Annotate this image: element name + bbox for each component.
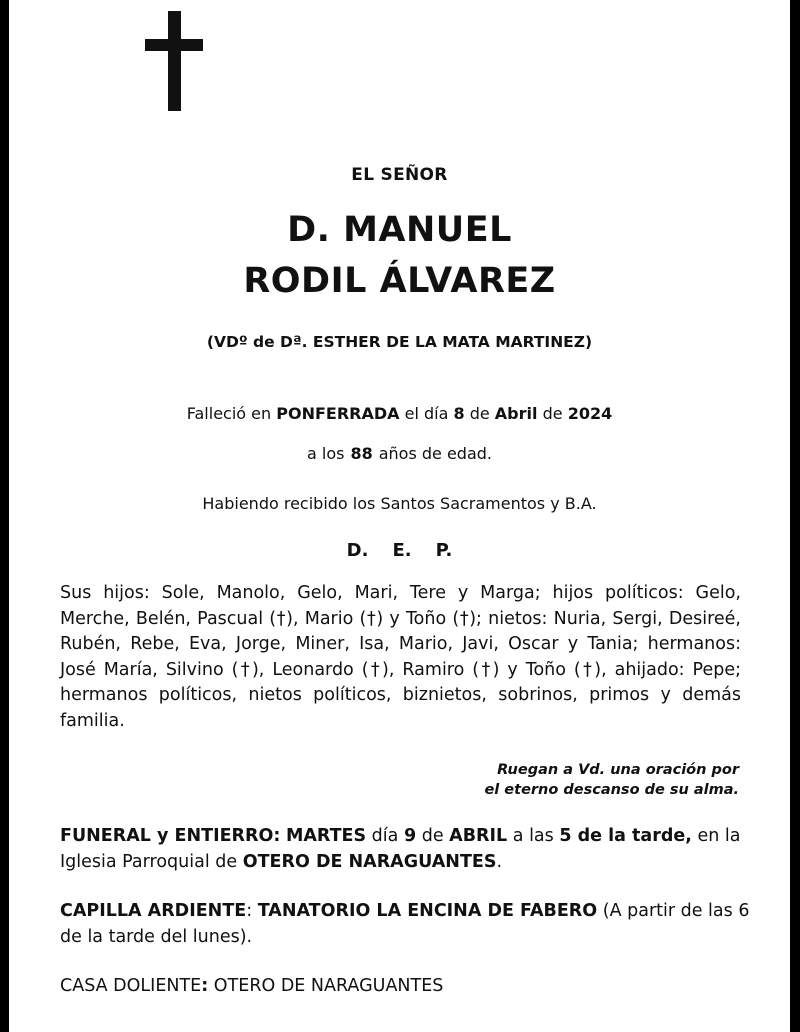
dep-line: D. E. P. bbox=[346, 540, 453, 561]
death-place: PONFERRADA bbox=[276, 404, 400, 423]
chapel-info: CAPILLA ARDIENTE: TANATORIO LA ENCINA DE FABERO (A partir de las 6 de la tarde del lunes). bbox=[60, 901, 750, 947]
death-line: Falleció en PONFERRADA el día 8 de Abril de 2024 bbox=[186, 404, 613, 423]
family-paragraph: Sus hijos: Sole, Manolo, Gelo, Mari, Tere y Marga; hijos políticos: Gelo, Merche, Belén, Pascual (†), Mario (†) y Toño (†); nietos: Nuria, Sergi, Desireé, Rubén, Rebe, Eva, Jorge, Miner, Isa, Mario, Javi, Oscar y Tania; hermanos: José María, Silvino (†), Leonardo (†), Ramiro (†) y Toño (†), ahijado: Pepe; hermanos políticos, nietos políticos, biznietos, sobrinos, primos y demás familia. bbox=[60, 583, 741, 731]
age-line: a los 88 años de edad. bbox=[306, 444, 493, 463]
deceased-name-line2: RODIL ÁLVAREZ bbox=[243, 261, 556, 301]
death-year: 2024 bbox=[567, 404, 613, 423]
funeral-info: FUNERAL y ENTIERRO: MARTES día 9 de ABRIL a las 5 de la tarde, en la Iglesia Parroquial de OTERO DE NARAGUANTES. bbox=[60, 826, 741, 872]
death-day: 8 bbox=[453, 404, 465, 423]
widow-note: (VDº de Dª. ESTHER DE LA MATA MARTINEZ) bbox=[206, 333, 593, 351]
obituary-page bbox=[9, 0, 790, 1032]
sacraments-line: Habiendo recibido los Santos Sacramentos y B.A. bbox=[202, 494, 597, 513]
age-years: 88 bbox=[350, 444, 373, 463]
death-month: Abril bbox=[494, 404, 538, 423]
prayer-request: Ruegan a Vd. una oración por el eterno descanso de su alma. bbox=[484, 762, 739, 798]
cross-icon bbox=[145, 11, 203, 111]
honorific-title: EL SEÑOR bbox=[351, 165, 448, 185]
mourning-house-info: CASA DOLIENTE: OTERO DE NARAGUANTES bbox=[60, 976, 444, 996]
deceased-name-line1: D. MANUEL bbox=[287, 210, 512, 250]
